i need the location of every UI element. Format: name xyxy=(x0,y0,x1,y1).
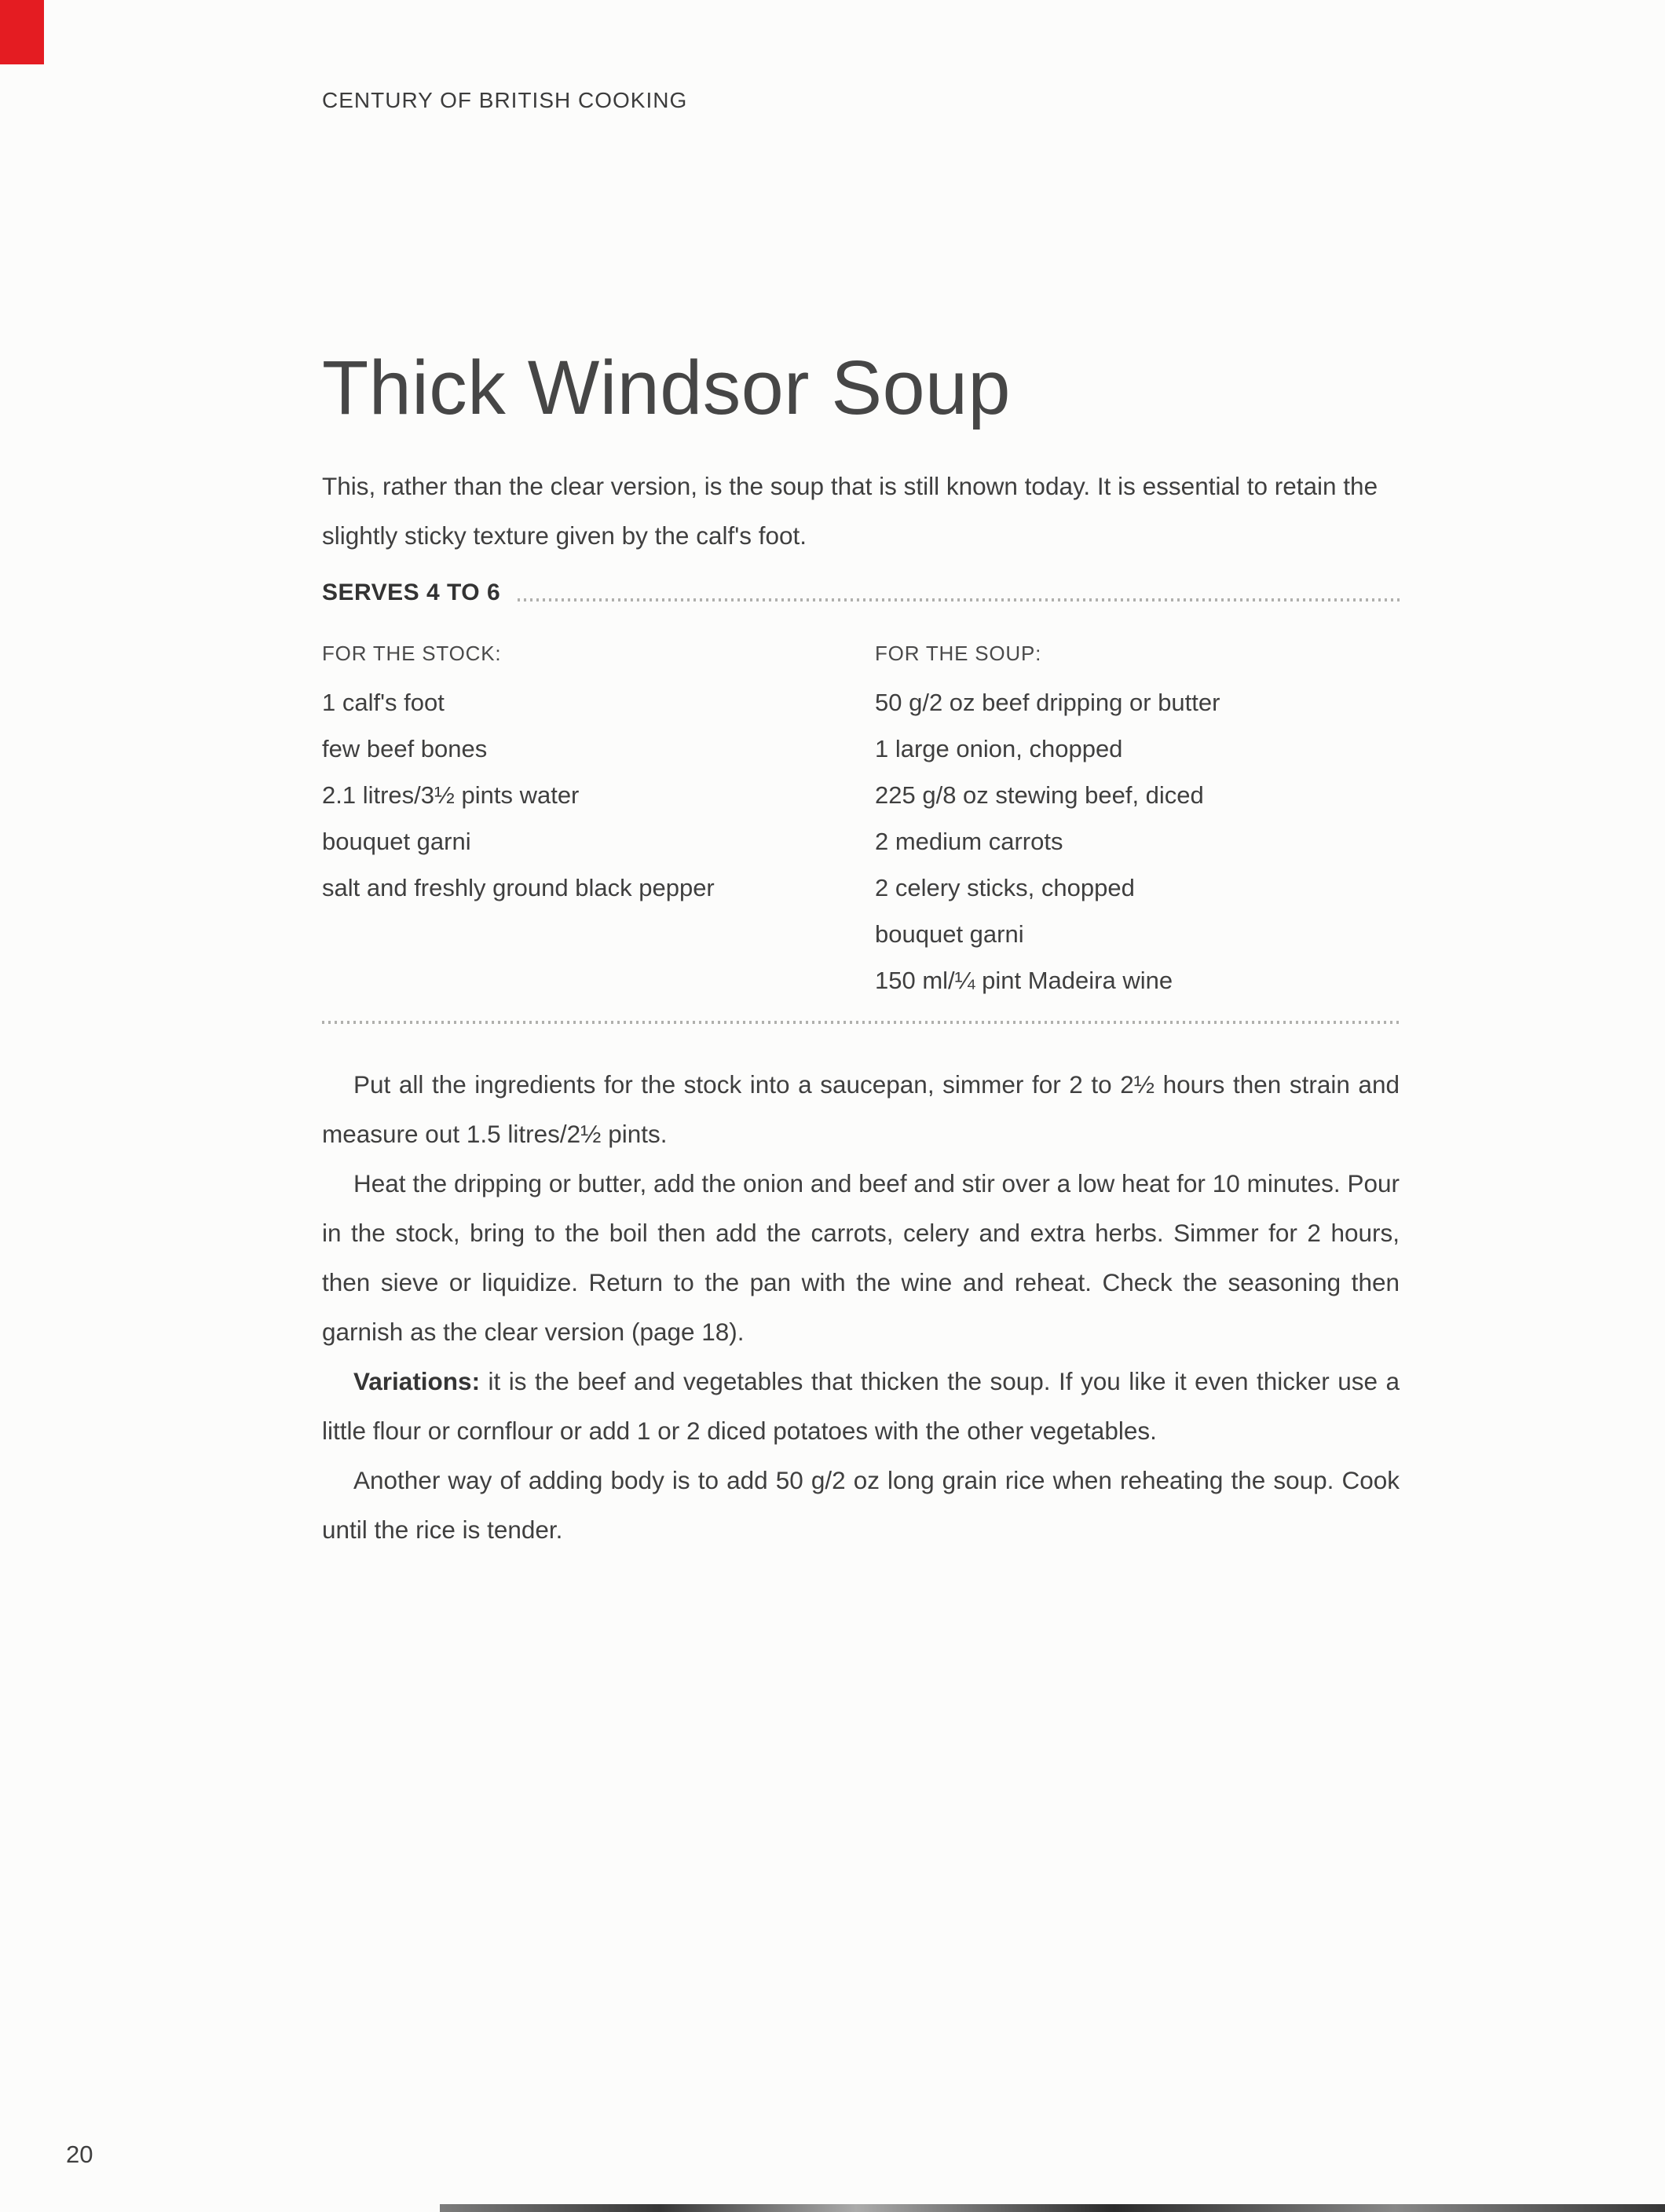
intro-text: This, rather than the clear version, is the soup that is still known today. It is essential to retain the slightly sticky texture given by the calf's foot. xyxy=(322,471,1378,550)
method-text: Heat the dripping or butter, add the onion and beef and stir over a low heat for 10 minutes. Pour in the stock, bring to the boil then add the carrots, celery and extra herbs. Simmer for 2 hours, then sieve or liquidize. Return to the pan with the wine and reheat. Check the seasoning then garnish as the clear version (page 18). xyxy=(322,1169,1400,1346)
stock-heading: FOR THE STOCK: xyxy=(322,642,502,665)
ingredient-item: 150 ml/¼ pint Madeira wine xyxy=(875,967,1173,994)
page-number: 20 xyxy=(66,2141,93,2168)
serves-dotted-rule xyxy=(518,598,1400,601)
method-paragraph xyxy=(322,1159,1400,1357)
ingredient-item: 1 calf's foot xyxy=(322,689,445,716)
ingredient-item: 1 large onion, chopped xyxy=(875,735,1123,762)
ingredient-item: 2 medium carrots xyxy=(875,828,1063,855)
soup-heading: FOR THE SOUP: xyxy=(875,642,1042,665)
ingredient-item: 50 g/2 oz beef dripping or butter xyxy=(875,689,1220,716)
method-text: Put all the ingredients for the stock into a saucepan, simmer for 2 to 2½ hours then strain and measure out 1.5 litres/2½ pints. xyxy=(322,1070,1400,1148)
ingredient-item: bouquet garni xyxy=(875,920,1024,948)
page-content xyxy=(322,0,1400,2212)
ingredients-section xyxy=(322,633,1400,1004)
page-title: Thick Windsor Soup xyxy=(322,344,1011,430)
ingredient-item: 225 g/8 oz stewing beef, diced xyxy=(875,781,1204,809)
ingredient-item: salt and freshly ground black pepper xyxy=(322,874,715,901)
red-corner-scan-mark xyxy=(0,0,44,64)
method-paragraph xyxy=(322,1357,1400,1456)
variations-lead: Variations: xyxy=(353,1367,481,1395)
running-header: CENTURY OF BRITISH COOKING xyxy=(322,88,688,112)
serves-heading: SERVES 4 TO 6 xyxy=(322,580,501,605)
section-divider-dotted-rule xyxy=(322,1021,1400,1024)
method-text: it is the beef and vegetables that thicken the soup. If you like it even thicker use a little flour or cornflour or add 1 or 2 diced potatoes with the other vegetables. xyxy=(322,1367,1400,1445)
ingredient-item: few beef bones xyxy=(322,735,488,762)
serves-row xyxy=(322,580,1400,606)
stock-column xyxy=(322,633,875,1004)
method-paragraph xyxy=(322,1456,1400,1555)
method-text: Another way of adding body is to add 50 g/2 oz long grain rice when reheating the soup. Cook until the rice is tender. xyxy=(322,1466,1400,1544)
soup-list xyxy=(875,679,1400,1004)
ingredient-item: bouquet garni xyxy=(322,828,471,855)
method-paragraph xyxy=(322,1060,1400,1159)
recipe-method xyxy=(322,1060,1400,1555)
ingredient-item: 2 celery sticks, chopped xyxy=(875,874,1135,901)
scan-bottom-edge-artifact xyxy=(440,2204,1665,2212)
stock-list xyxy=(322,679,875,911)
soup-column xyxy=(875,633,1400,1004)
ingredient-item: 2.1 litres/3½ pints water xyxy=(322,781,580,809)
